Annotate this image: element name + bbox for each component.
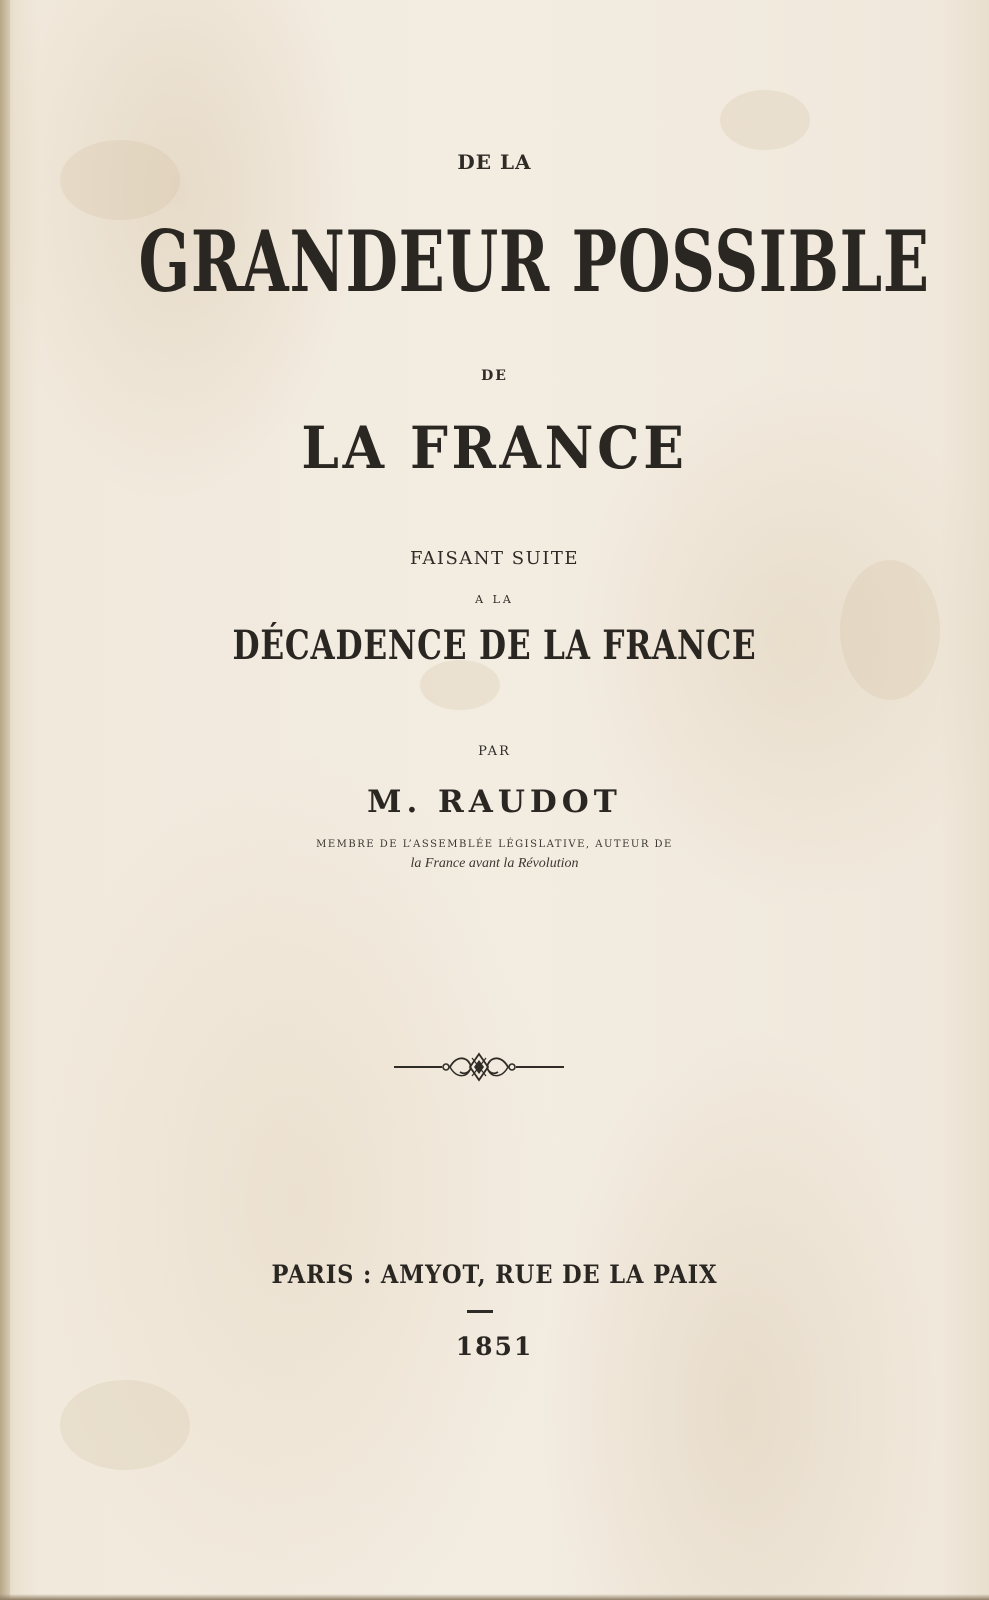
author-work: la France avant la Révolution [410,856,579,871]
author-credentials: MEMBRE DE L’ASSEMBLÉE LÉGISLATIVE, AUTEUR DE [316,839,673,850]
publication-year: 1851 [455,1332,534,1361]
imprint-line: PARIS : AMYOT, RUE DE LA PAIX [271,1260,718,1289]
title-line-de-la: DE LA [457,150,532,174]
fleuron-divider-icon [394,1050,564,1084]
short-rule [467,1310,493,1313]
foxing-stain [60,1380,190,1470]
subtitle-faisant-suite: FAISANT SUITE [409,548,580,569]
foxing-stain [720,90,810,150]
subtitle-decadence: DÉCADENCE DE LA FRANCE [232,622,757,669]
title-line-de: DE [481,368,508,384]
title-la-france: LA FRANCE [301,414,688,482]
subtitle-a-la: A LA [475,593,514,606]
page-bottom-edge [0,1594,989,1600]
byline-par: PAR [478,744,511,759]
author-name: M. RAUDOT [367,784,622,820]
main-title: GRANDEUR POSSIBLE [138,212,930,311]
